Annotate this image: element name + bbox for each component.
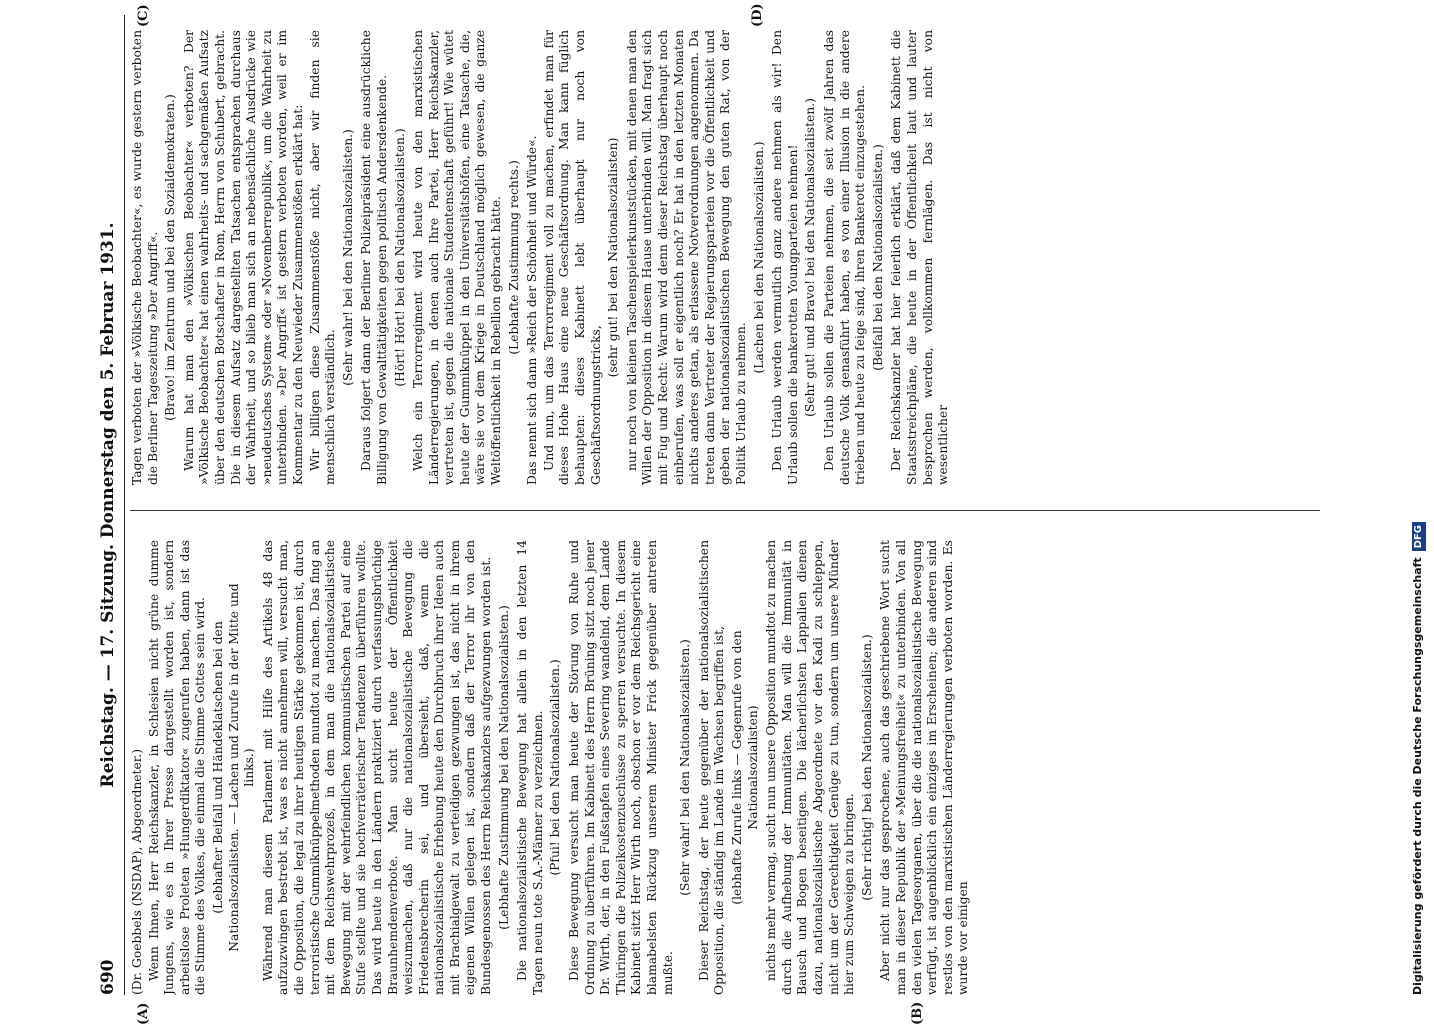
speech-paragraph: Das nennt sich dann »Reich der Schönheit und Würde«. (525, 135, 540, 485)
page-header (90, 15, 124, 995)
speech-paragraph: Die nationalsozialistische Bewegung hat allein in den letzten 14 Tagen neun tote S.A.-Männer zu verzeichnen. (515, 540, 545, 995)
speech-paragraph: Und nun, um das Terrorregiment voll zu machen, erfindet man für dieses Hohe Haus eine neue Geschäftsordnung. Man kann füglich behaupten: dieses Kabinett lebt überhaupt nur noch von Geschäftsordnungstricks, (541, 30, 603, 485)
speech-paragraph: Tagen verboten der »Völkische Beobachter«, es wurde gestern verboten die Berliner Tageszeitung »Der Angriff«. (130, 30, 160, 485)
interjection-paragraph: (Bravo! im Zentrum und bei den Sozialdemokraten.) (163, 94, 178, 421)
speech-paragraph: Wenn Ihnen, Herr Reichskanzler, in Schlesien nicht grüne dumme Jungens, wie es in Ihrer Presse dargestellt worden ist, sondern arbeitslose Proleten »Hungerdiktator« zugerufen haben, dann ist das die Stimme des Volkes, die einmal die Stimme Gottes sein wird. (146, 540, 208, 995)
margin-marker-d: (D) (750, 3, 765, 27)
interjection-paragraph: (lebhafte Zurufe links — Gegenrufe von den Nationalsozialisten) (729, 630, 760, 905)
margin-marker-a: (A) (136, 1002, 151, 1025)
interjection-paragraph: (Pfui! bei den Nationalsozialisten.) (548, 659, 563, 876)
digitization-credit (1411, 5, 1429, 995)
column-divider (130, 510, 1320, 511)
margin-marker-b: (B) (910, 1001, 925, 1025)
speech-paragraph: nur noch von kleinen Taschenspielerkunststücken, mit denen man den Willen der Opposition in diesem Hause unterbinden will. Man fragt sich mit Fug und Recht: Warum wird denn dieser Reichstag überhaupt noch einberufen, was soll er eigentlich noch? Er hat in den letzten Monaten nichts anderes getan, als erlassene Notverordnungen angenommen. Da treten dann Vertreter der Regierungsparteien vor die Öffentlichkeit und geben der nationalsozialistischen Bewegung den guten Rat, von der Politik Urlaub zu nehmen. (624, 30, 748, 485)
speech-paragraph: Wir billigen diese Zusammenstöße nicht, aber wir finden sie menschlich verständlich. (307, 30, 338, 485)
credit-text: Digitalisierung gefördert durch die Deutsche Forschungsgemeinschaft (1411, 557, 1424, 995)
speech-paragraph: nichts mehr vermag, sucht nun unsere Opposition mundtot zu machen durch die Aufhebung der Immunitäten. Man will die Immunität in Bausch und Bogen beseitigen. Die lächerlichsten Lappalien dienen dazu, nationalsozialistische Abgeordnete vor den Kadi zu schleppen, nicht um der Gerechtigkeit Genüge zu tun, sondern um unsere Münder hier zum Schweigen zu bringen. (764, 540, 857, 995)
interjection-paragraph: (Sehr gut! und Bravo! bei den Nationalsozialisten.) (803, 98, 818, 417)
margin-marker-c: (C) (136, 4, 151, 27)
speech-paragraph: Der Reichskanzler hat hier feierlich erklärt, daß dem Kabinett die Staatsstreichpläne, die heute in der Öffentlichkeit laut und lauter besprochen werden, vollkommen fernlägen. Das ist nicht von wesentlicher (889, 30, 951, 485)
speech-paragraph: Den Urlaub sollen die Parteien nehmen, die seit zwölf Jahren das deutsche Volk genasführt haben, es von einer Illusion in die andere trieben und heute zu feige sind, ihren Bankerott einzugestehen. (821, 30, 868, 485)
interjection-paragraph: (Lebhafte Zustimmung rechts.) (506, 160, 521, 355)
speech-paragraph: Aber nicht nur das gesprochene, auch das geschriebene Wort sucht man in dieser Republik der »Meinungsfreiheit« zu unterbinden. Von all den vielen Tagesorganen, über die die nationalsozialistische Bewegung verfügt, ist augenblicklich ein einziges im Erscheinen; die anderen sind restlos von den marxistischen Länderregierungen verboten worden. Es wurde vor einigen (878, 540, 971, 995)
speech-paragraph: Welch ein Terrorregiment wird heute von den marxistischen Länderregierungen, in denen auch Ihre Partei, Herr Reichskanzler, vertreten ist, gegen die nationale Studentenschaft geführt! Wie wütet heute der Gummiknüppel in den Universitätshöfen, eine Tatsache, die, wäre sie vor dem Kriege in Deutschland möglich gewesen, die ganze Weltöffentlichkeit in Rebellion gebracht hätte. (411, 30, 504, 485)
right-text-column (130, 30, 1320, 485)
speech-paragraph: Warum hat man den »Völkischen Beobachter« verboten? Der »Völkische Beobachter« hat einen wahrheits- und sachgemäßen Aufsatz über den deutschen Botschafter in Rom, Herrn von Schubert, gebracht. Die in diesem Aufsatz dargestellten Tatsachen entsprachen durchaus der Wahrheit, und so blieb man sich an nebensächliche Ausdrücke wie »neudeutsches System« oder »Novemberrepublik«, um die Wahrheit zu unterbinden. »Der Angriff« ist gestern verboten worden, weil er im Kommentar zu den Neuwieder Zusammenstößen erklärt hat: (181, 30, 305, 485)
speech-paragraph: Dieser Reichstag, der heute gegenüber der nationalsozialistischen Opposition, die ständig im Lande im Wachsen begriffen ist, (696, 540, 727, 995)
speech-paragraph: Den Urlaub werden vermutlich ganz andere nehmen als wir! Den Urlaub sollen die bankerotten Youngparteien nehmen! (770, 30, 800, 485)
dfg-logo: DFG (1412, 522, 1426, 551)
speech-paragraph: Daraus folgert dann der Berliner Polizeipräsident eine ausdrückliche Billigung von Gewalttätigkeiten gegen politisch Andersdenkende. (359, 30, 389, 485)
interjection-paragraph: (Sehr wahr! bei den Nationalsozialisten.) (340, 129, 355, 386)
interjection-paragraph: (Sehr richtig! bei den Nationalsozialisten.) (859, 634, 874, 901)
interjection-paragraph: (Sehr wahr! bei den Nationalsozialisten.) (678, 639, 693, 896)
interjection-paragraph: (Lebhafte Zustimmung bei den Nationalsozialisten.) (496, 605, 511, 930)
speech-paragraph: Während man diesem Parlament mit Hilfe des Artikels 48 das aufzuzwingen bestrebt ist, was es nicht annehmen will, versucht man, die Opposition, die legal zu ihrer heutigen Stärke gekommen ist, durch terroristische Gummiknüppelmethoden mundtot zu machen. Das fing an mit dem Reichswehrprozeß, in dem man die nationalsozialistische Bewegung mit der wehrfeindlichen kommunistischen Partei auf eine Stufe stellte und sie hochverräterischer Tendenzen überführen wollte. Das wird heute in den Ländern praktiziert durch verfassungsbrüchige Braunhemdenverbote. Man sucht heute der Öffentlichkeit weiszumachen, daß nur die nationalsozialistische Bewegung die Friedensbrecherin sei, und übersieht, daß, wenn die nationalsozialistische Erhebung heute den Durchbruch ihrer Ideen auch mit Brachialgewalt zu verteidigen gezwungen ist, das nicht in ihrem eigenen Willen gelegen ist, sondern daß der Terror ihr von den Bundesgenossen des Herrn Reichskanzlers aufgezwungen worden ist. (260, 540, 494, 995)
interjection-paragraph: (sehr gut! bei den Nationalsozialisten) (606, 137, 621, 378)
interjection-paragraph: (Lebhafter Beifall und Händeklatschen bei den Nationalsozialisten. — Lachen und Zurufe in der Mitte und links.) (210, 583, 257, 952)
page-number: 690 (98, 959, 118, 995)
document-page (90, 3, 1340, 1025)
header-rule (124, 15, 125, 995)
speech-paragraph: Diese Bewegung versucht man heute der Störung von Ruhe und Ordnung zu überführen. Im Kabinett des Herrn Brüning sitzt noch jener Dr. Wirth, der, in den Fußstapfen eines Severing wandelnd, dem Lande Thüringen die Polizeikostenzuschüsse zu sperren versuchte. In diesem Kabinett sitzt Herr Wirth noch, obschon er vor dem Reichsgericht eine blamabelsten Rückzug unserem Minister Frick gegenüber antreten mußte. (567, 540, 675, 995)
speech-paragraph: (Dr. Goebbels (NSDAP), Abgeordneter.) (130, 749, 144, 995)
interjection-paragraph: (Hört! Hört! bei den Nationalsozialisten.) (392, 128, 407, 387)
running-title: Reichstag. — 17. Sitzung. Donnerstag den 5. Februar 1931. (98, 222, 118, 788)
interjection-paragraph: (Lachen bei den Nationalsozialisten.) (751, 141, 766, 374)
interjection-paragraph: (Beifall bei den Nationalsozialisten.) (870, 144, 885, 371)
left-text-column (130, 540, 1320, 995)
